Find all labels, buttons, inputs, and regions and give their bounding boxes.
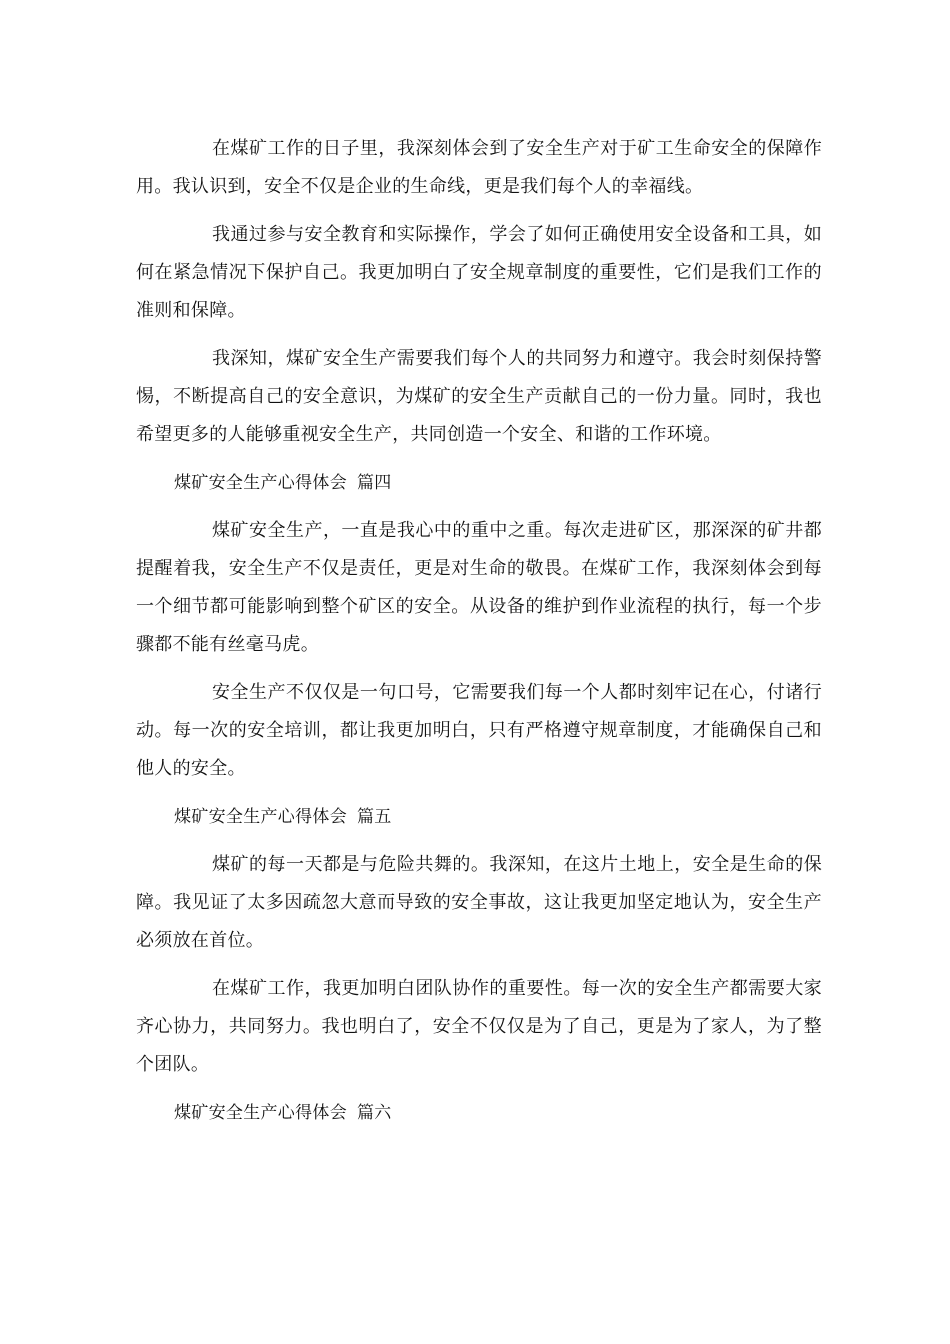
section-title: 煤矿安全生产心得体会 xyxy=(174,1103,347,1123)
section-heading-5 xyxy=(136,798,822,836)
section-label: 篇四 xyxy=(357,473,392,493)
section-title: 煤矿安全生产心得体会 xyxy=(174,473,347,493)
document-body xyxy=(136,130,822,1132)
paragraph: 煤矿的每一天都是与危险共舞的。我深知，在这片土地上，安全是生命的保障。我见证了太多因疏忽大意而导致的安全事故，这让我更加坚定地认为，安全生产必须放在首位。 xyxy=(136,854,822,951)
section-title: 煤矿安全生产心得体会 xyxy=(174,807,347,827)
section-label: 篇五 xyxy=(357,807,392,827)
section-heading-4 xyxy=(136,464,822,502)
paragraph: 在煤矿工作的日子里，我深刻体会到了安全生产对于矿工生命安全的保障作用。我认识到，安全不仅是企业的生命线，更是我们每个人的幸福线。 xyxy=(136,138,822,197)
section-label: 篇六 xyxy=(357,1103,392,1123)
paragraph: 我深知，煤矿安全生产需要我们每个人的共同努力和遵守。我会时刻保持警惕，不断提高自己的安全意识，为煤矿的安全生产贡献自己的一份力量。同时，我也希望更多的人能够重视安全生产，共同创造一个安全、和谐的工作环境。 xyxy=(136,348,822,445)
section-heading-6 xyxy=(136,1094,822,1132)
paragraph: 我通过参与安全教育和实际操作，学会了如何正确使用安全设备和工具，如何在紧急情况下保护自己。我更加明白了安全规章制度的重要性，它们是我们工作的准则和保障。 xyxy=(136,224,822,321)
paragraph: 安全生产不仅仅是一句口号，它需要我们每一个人都时刻牢记在心，付诸行动。每一次的安全培训，都让我更加明白，只有严格遵守规章制度，才能确保自己和他人的安全。 xyxy=(136,682,822,779)
paragraph: 煤矿安全生产，一直是我心中的重中之重。每次走进矿区，那深深的矿井都提醒着我，安全生产不仅是责任，更是对生命的敬畏。在煤矿工作，我深刻体会到每一个细节都可能影响到整个矿区的安全。从设备的维护到作业流程的执行，每一个步骤都不能有丝毫马虎。 xyxy=(136,520,822,655)
paragraph: 在煤矿工作，我更加明白团队协作的重要性。每一次的安全生产都需要大家齐心协力，共同努力。我也明白了，安全不仅仅是为了自己，更是为了家人，为了整个团队。 xyxy=(136,978,822,1075)
